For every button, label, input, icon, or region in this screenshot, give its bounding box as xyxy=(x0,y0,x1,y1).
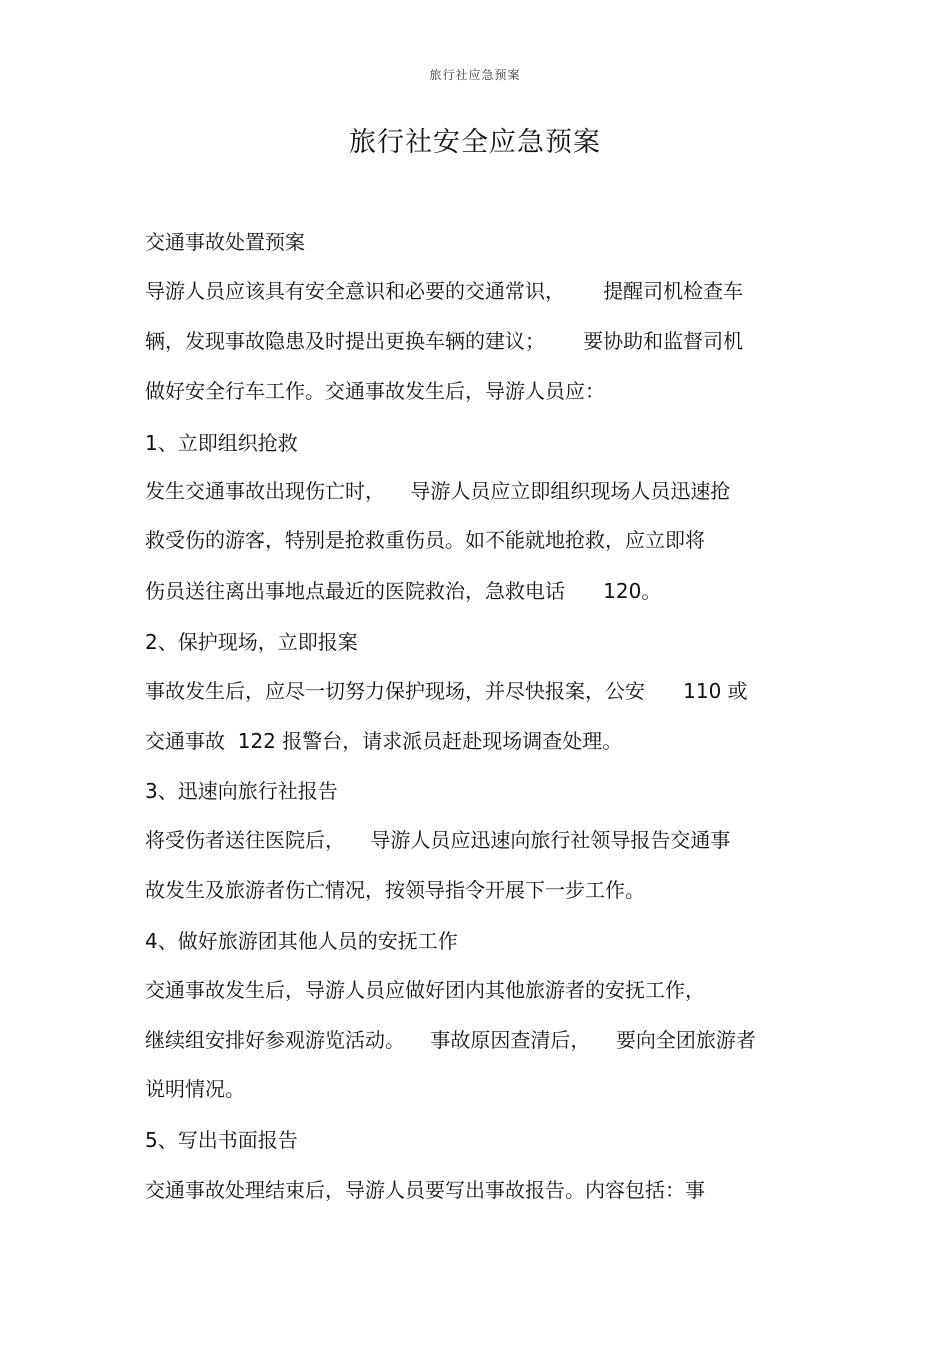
paragraph-line: 继续组安排好参观游览活动。 事故原因查清后， 要向全团旅游者 xyxy=(145,1028,756,1052)
paragraph-line: 将受伤者送往医院后， 导游人员应迅速向旅行社领导报告交通事 xyxy=(145,828,731,852)
paragraph-line: 伤员送往离出事地点最近的医院救治，急救电话 120。 xyxy=(145,579,662,603)
paragraph-line: 交通事故发生后，导游人员应做好团内其他旅游者的安抚工作， xyxy=(145,978,705,1002)
paragraph-line: 交通事故处理结束后，导游人员要写出事故报告。内容包括：事 xyxy=(145,1178,705,1202)
paragraph-line: 说明情况。 xyxy=(145,1077,245,1101)
document-title: 旅行社安全应急预案 xyxy=(349,127,601,158)
paragraph-line: 救受伤的游客，特别是抢救重伤员。如不能就地抢救，应立即将 xyxy=(145,528,705,552)
page-header: 旅行社应急预案 xyxy=(429,68,521,82)
subsection-heading: 2、保护现场，立即报案 xyxy=(145,630,358,654)
subsection-heading: 5、写出书面报告 xyxy=(145,1128,298,1152)
subsection-heading: 1、立即组织抢救 xyxy=(145,431,298,455)
paragraph-line: 发生交通事故出现伤亡时， 导游人员应立即组织现场人员迅速抢 xyxy=(145,479,731,503)
paragraph-line: 辆，发现事故隐患及时提出更换车辆的建议； 要协助和监督司机 xyxy=(145,329,744,353)
subsection-heading: 4、做好旅游团其他人员的安抚工作 xyxy=(145,929,458,953)
paragraph-line: 故发生及旅游者伤亡情况，按领导指令开展下一步工作。 xyxy=(145,878,645,902)
paragraph-line: 交通事故 122 报警台，请求派员赶赴现场调查处理。 xyxy=(145,729,623,753)
section-heading: 交通事故处置预案 xyxy=(145,230,305,254)
paragraph-line: 做好安全行车工作。交通事故发生后，导游人员应： xyxy=(145,379,605,403)
subsection-heading: 3、迅速向旅行社报告 xyxy=(145,779,338,803)
paragraph-line: 事故发生后，应尽一切努力保护现场，并尽快报案，公安 110 或 xyxy=(145,679,748,703)
paragraph-line: 导游人员应该具有安全意识和必要的交通常识， 提醒司机检查车 xyxy=(145,279,744,303)
